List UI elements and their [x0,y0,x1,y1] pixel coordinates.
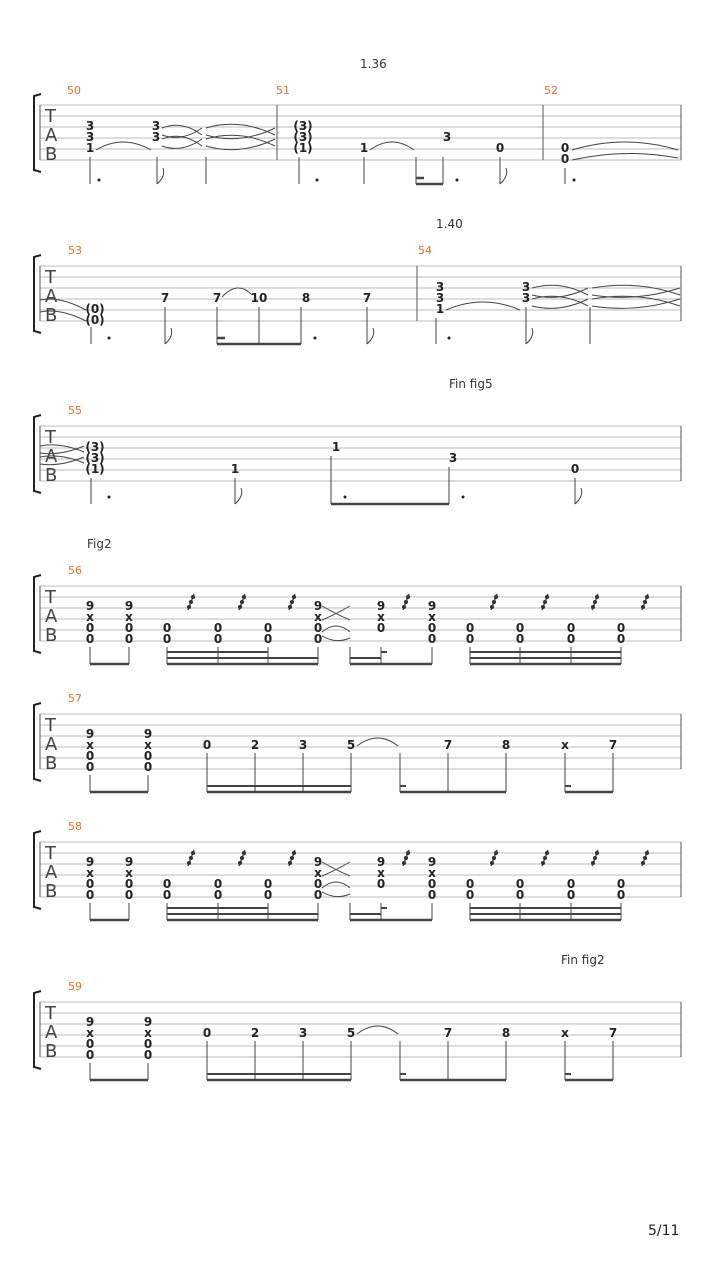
fret-number: 3 [151,130,161,144]
fret-number: 0 [313,632,323,646]
fret-number: 1 [359,141,369,155]
barlines [40,426,681,481]
note-stems [90,647,621,664]
fret-number: 9 [124,855,134,869]
tab-clef-t: T [45,267,56,288]
measure-number: 53 [68,244,82,257]
fret-number: x [86,1026,94,1040]
barlines [40,1002,681,1057]
measure-number: 59 [68,980,82,993]
fret-number: 1 [230,462,240,476]
fret-number: (3) [293,119,313,133]
fret-number: x [377,866,385,880]
fret-number: 0 [202,1026,212,1040]
staff-lines [40,714,681,769]
fret-number: x [428,610,436,624]
fret-number: x [125,610,133,624]
tab-clef-b: B [45,625,58,646]
fret-number: 0 [515,632,525,646]
tab-clef-a: A [45,606,58,627]
fret-number: 0 [85,621,95,635]
tab-clef-a: A [45,446,58,467]
fret-number: 0 [162,632,172,646]
fret-number: 0 [465,888,475,902]
fret-number: 0 [213,877,223,891]
system-2 [34,217,681,344]
fret-number: 0 [85,1037,95,1051]
fret-number: 9 [427,599,437,613]
fret-number: 0 [566,621,576,635]
fret-number: 10 [250,291,268,305]
fret-number: 0 [427,877,437,891]
fret-number: 0 [143,1048,153,1062]
tab-clef-b: B [45,753,58,774]
fret-number: 0 [85,749,95,763]
tab-clef-b: B [45,144,58,165]
tie-arcs [322,606,350,641]
fret-number: 0 [143,1037,153,1051]
fret-number: x [561,1026,569,1040]
fret-number: (1) [85,462,105,476]
fret-number: 2 [250,738,260,752]
fret-number: 3 [521,280,531,294]
measure-number: 50 [67,84,81,97]
fret-number: 3 [448,451,458,465]
fret-number: (0) [85,302,105,316]
fret-number: 9 [143,1015,153,1029]
fret-number: 0 [313,877,323,891]
fret-number: 0 [213,621,223,635]
fret-number: 0 [376,877,386,891]
fret-number: 7 [608,1026,618,1040]
tab-clef-a: A [45,862,58,883]
fret-number: 0 [85,1048,95,1062]
fret-number: 0 [124,621,134,635]
measure-number: 55 [68,404,82,417]
tab-clef-b: B [45,881,58,902]
fret-number: 8 [301,291,311,305]
tab-clef-a: A [45,125,58,146]
fret-number: 0 [515,888,525,902]
fret-number: (0) [85,313,105,327]
system-6 [34,820,681,920]
fret-number: 0 [566,632,576,646]
fret-number: 7 [212,291,222,305]
fret-number: 0 [515,877,525,891]
fret-number: 0 [465,877,475,891]
fret-number: 3 [151,119,161,133]
fret-number: 3 [435,291,445,305]
fret-number: x [86,866,94,880]
fret-number: 0 [560,152,570,166]
staff-lines [40,1002,681,1057]
tie-arc [357,1026,398,1034]
fret-number: 0 [124,888,134,902]
fret-number: 0 [162,621,172,635]
fret-number: 0 [616,888,626,902]
fret-number: 0 [263,632,273,646]
fret-number: 0 [566,888,576,902]
fret-number: 3 [521,291,531,305]
fret-number: x [144,738,152,752]
fret-number: 0 [515,621,525,635]
fret-number: x [377,610,385,624]
fret-number: 8 [501,1026,511,1040]
fret-number: 0 [124,632,134,646]
fret-number: 9 [313,855,323,869]
tie-arcs [322,862,350,897]
fret-number: 0 [465,621,475,635]
note-stems [90,753,613,792]
tab-clef-t: T [45,106,56,127]
fret-number: x [125,866,133,880]
page-number: 5/11 [648,1223,680,1239]
rhythm-dots [108,337,451,340]
fret-number: 0 [465,632,475,646]
fret-number: 0 [124,877,134,891]
fret-number: 0 [616,632,626,646]
fret-number: 1 [85,141,95,155]
fret-number: 9 [427,855,437,869]
staff-lines [40,842,681,897]
tab-clef-b: B [45,305,58,326]
fret-number: 7 [443,738,453,752]
tie-arcs [96,124,678,160]
fret-number: 0 [85,632,95,646]
fret-number: 0 [263,621,273,635]
fret-number: 9 [143,727,153,741]
fret-number: (3) [85,451,105,465]
fret-number: 0 [616,877,626,891]
fret-number: 1 [435,302,445,316]
staff-lines [40,426,681,481]
fret-number: x [86,610,94,624]
measure-number: 52 [544,84,558,97]
fret-number: 0 [202,738,212,752]
fret-number: 0 [143,760,153,774]
fret-number: 3 [298,738,308,752]
barlines [40,842,681,897]
tab-clef-a: A [45,734,58,755]
fret-number: 9 [376,599,386,613]
system-7 [34,953,681,1080]
fret-number: x [144,1026,152,1040]
fret-number: x [86,738,94,752]
note-stems [90,157,565,184]
note-stems [90,1041,613,1080]
fret-number: 3 [435,280,445,294]
barlines [40,586,681,641]
fret-number: 1 [331,440,341,454]
fret-number: 7 [443,1026,453,1040]
fret-number: 0 [85,760,95,774]
fret-number: 7 [362,291,372,305]
fret-number: x [561,738,569,752]
staff-lines [40,586,681,641]
fret-number: 0 [616,621,626,635]
section-annotation: Fin fig2 [561,953,605,967]
fret-number: 9 [85,599,95,613]
section-annotation: Fig2 [87,537,112,551]
system-3 [34,377,681,504]
fret-number: 0 [85,877,95,891]
note-stems [91,307,590,344]
tab-clef-t: T [45,1003,56,1024]
measure-number: 56 [68,564,82,577]
fret-number: 3 [298,1026,308,1040]
measure-number: 54 [418,244,432,257]
fret-number: 5 [346,738,356,752]
tab-clef-b: B [45,1041,58,1062]
fret-number: 0 [495,141,505,155]
fret-number: 9 [85,727,95,741]
system-5 [34,692,681,792]
fret-number: 9 [313,599,323,613]
fret-number: 7 [608,738,618,752]
fret-number: 0 [427,888,437,902]
fret-number: 9 [124,599,134,613]
fret-number: x [314,610,322,624]
fret-number: 0 [263,888,273,902]
section-annotation: 1.40 [436,217,463,231]
fret-number: 0 [143,749,153,763]
tab-clef-t: T [45,843,56,864]
tab-clef-b: B [45,465,58,486]
barlines [40,714,681,769]
fret-number: x [314,866,322,880]
fret-number: 0 [427,632,437,646]
tab-clef-a: A [45,286,58,307]
measure-number: 58 [68,820,82,833]
tie-arcs [40,285,680,321]
note-stems [90,903,621,920]
tab-clef-t: T [45,715,56,736]
fret-number: 0 [162,877,172,891]
fret-number: 0 [427,621,437,635]
fret-number: 0 [263,877,273,891]
fret-number: 3 [85,130,95,144]
fret-number: 0 [313,621,323,635]
system-1 [34,57,681,184]
fret-number: 0 [213,632,223,646]
fret-number: 0 [213,888,223,902]
fret-number: 0 [566,877,576,891]
fret-number: 0 [162,888,172,902]
fret-number: 9 [85,1015,95,1029]
note-stems [91,456,582,504]
fret-number: x [428,866,436,880]
fret-number: 0 [570,462,580,476]
fret-number: 3 [442,130,452,144]
fret-number: 0 [376,621,386,635]
fret-number: 0 [313,888,323,902]
section-annotation: 1.36 [360,57,387,71]
fret-number: 9 [376,855,386,869]
fret-number: (3) [293,130,313,144]
fret-number: 0 [85,888,95,902]
tie-arc [357,738,398,746]
tab-clef-t: T [45,587,56,608]
fret-number: 2 [250,1026,260,1040]
fret-number: 3 [85,119,95,133]
fret-number: 8 [501,738,511,752]
measure-number: 51 [276,84,290,97]
fret-number: 7 [160,291,170,305]
fret-number: (3) [85,440,105,454]
tab-clef-t: T [45,427,56,448]
fret-number: 9 [85,855,95,869]
fret-number: 5 [346,1026,356,1040]
system-4 [34,537,681,664]
measure-number: 57 [68,692,82,705]
rhythm-dots [108,496,465,499]
section-annotation: Fin fig5 [449,377,493,391]
fret-number: (1) [293,141,313,155]
fret-number: 0 [560,141,570,155]
tab-clef-a: A [45,1022,58,1043]
